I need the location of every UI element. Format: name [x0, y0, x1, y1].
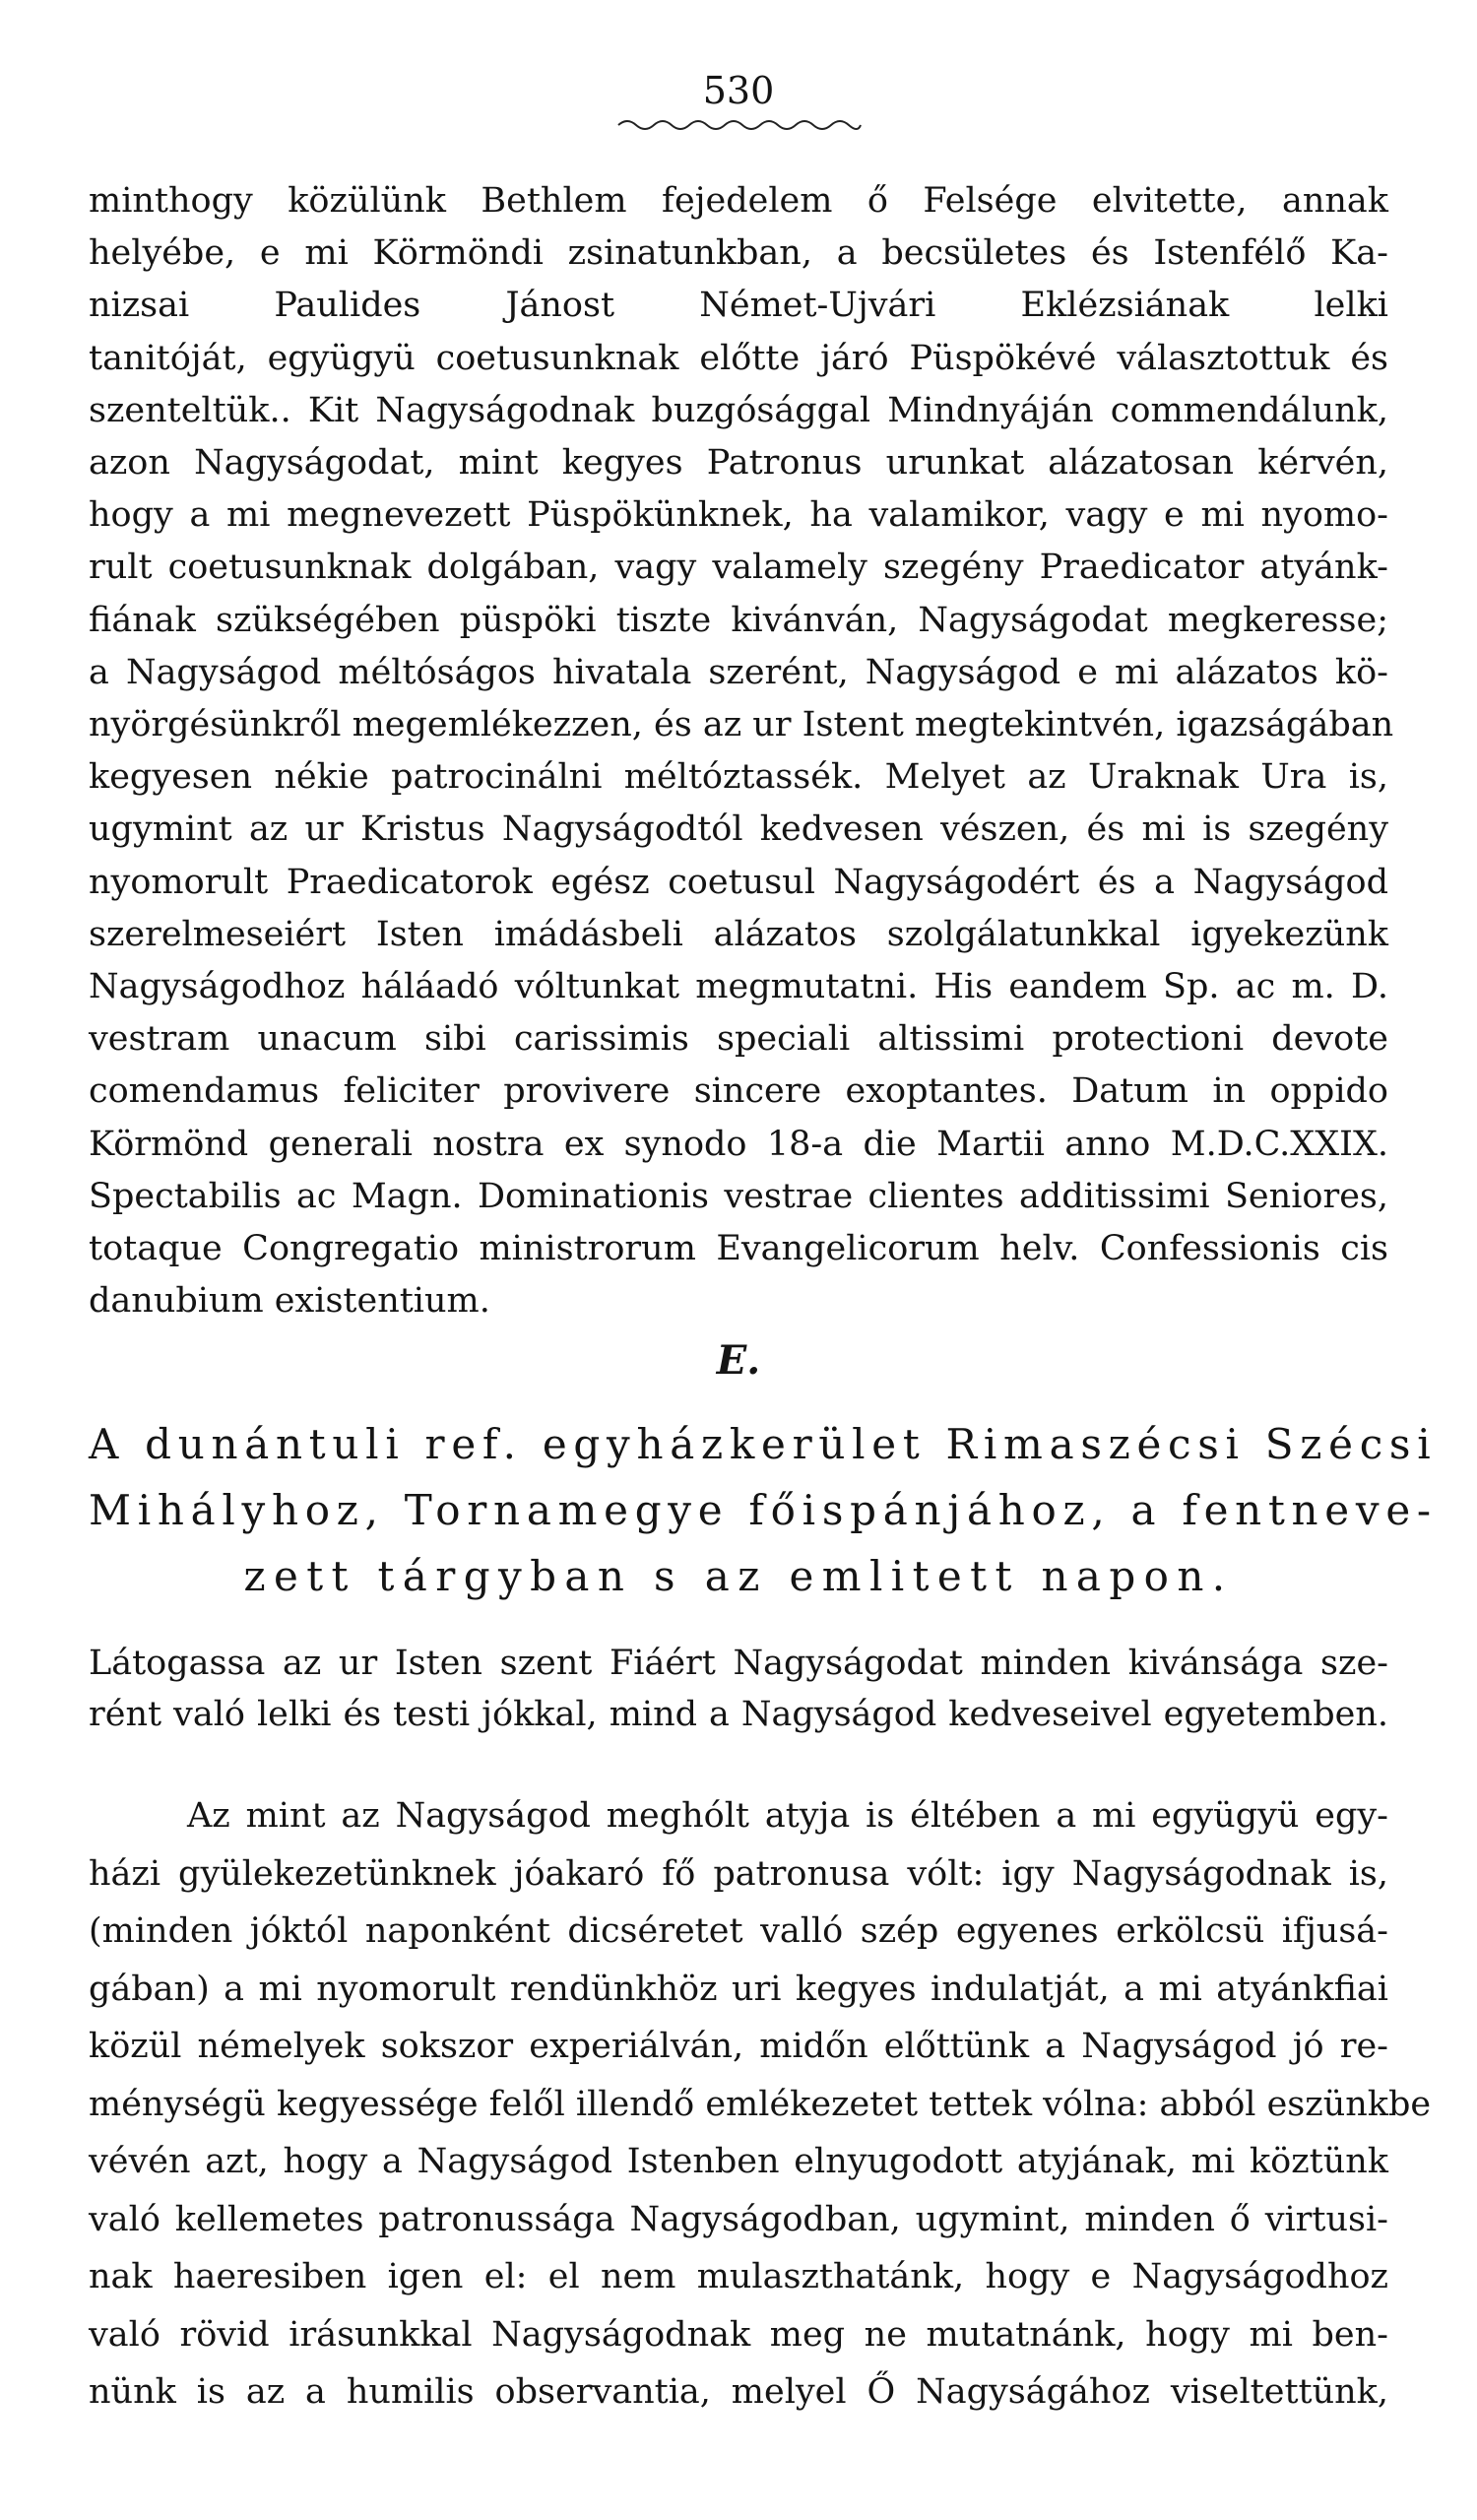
text-line: való kellemetes patronussága Nagyságodban, ugymint, minden ő virtusi-	[89, 2199, 1388, 2239]
text-line: comendamus feliciter provivere sincere exoptantes. Datum in oppido	[89, 1071, 1388, 1112]
text-line: szenteltük.. Kit Nagyságodnak buzgósággal Mindnyáján commendálunk,	[89, 390, 1388, 430]
section-letter: E.	[716, 1337, 761, 1384]
text-line: nak haeresiben igen el: el nem mulaszthatánk, hogy e Nagyságodhoz	[89, 2257, 1388, 2296]
text-line: Spectabilis ac Magn. Dominationis vestrae clientes additissimi Seniores,	[89, 1176, 1388, 1216]
text-line: Látogassa az ur Isten szent Fiáért Nagyságodat minden kivánsága sze-	[89, 1644, 1388, 1683]
text-line: (minden jóktól naponként dicséretet valló szép egyenes erkölcsü ifjusá-	[89, 1911, 1388, 1951]
text-line: Nagyságodhoz háláadó vóltunkat megmutatni. His eandem Sp. ac m. D.	[89, 967, 1388, 1006]
text-line: nyörgésünkről megemlékezzen, és az ur Istent megtekintvén, igazságában	[89, 705, 1394, 744]
text-line: való rövid irásunkkal Nagyságodnak meg ne mutatnánk, hogy mi ben-	[89, 2314, 1388, 2355]
ornament-wavy-rule	[616, 116, 863, 134]
text-line: fiának szükségében püspöki tiszte kivánván, Nagyságodat megkeresse;	[89, 600, 1388, 640]
text-line: házi gyülekezetünknek jóakaró fő patronusa vólt: igy Nagyságodnak is,	[89, 1853, 1388, 1894]
text-line: helyébe, e mi Körmöndi zsinatunkban, a becsületes és Istenfélő Ka-	[89, 233, 1388, 274]
text-line: tanitóját, együgyü coetusunknak előtte járó Püspökévé választottuk és	[89, 338, 1388, 378]
text-line: a Nagyságod méltóságos hivatala szerént, Nagyságod e mi alázatos kö-	[89, 652, 1388, 692]
text-line: kegyesen nékie patrocinálni méltóztassék. Melyet az Uraknak Ura is,	[89, 757, 1388, 798]
text-line: nizsai Paulides Jánost Német-Ujvári Eklézsiának lelki	[89, 286, 1388, 326]
heading-line: A dunántuli ref. egyházkerület Rimaszécsi Szécsi	[89, 1420, 1438, 1468]
text-line: szerelmeseiért Isten imádásbeli alázatos szolgálatunkkal igyekezünk	[89, 914, 1388, 954]
text-line: nünk is az a humilis observantia, melyel Ő Nagyságához viseltettünk,	[89, 2372, 1388, 2412]
text-line: nyomorult Praedicatorok egész coetusul Nagyságodért és a Nagyságod	[89, 862, 1388, 902]
text-line: rult coetusunknak dolgában, vagy valamely szegény Praedicator atyánk-	[89, 548, 1388, 588]
heading-line: Mihályhoz, Tornamegye főispánjához, a fentneve-	[89, 1486, 1438, 1534]
text-line: vestram unacum sibi carissimis speciali altissimi protectioni devote	[89, 1019, 1388, 1060]
text-line: azon Nagyságodat, mint kegyes Patronus urunkat alázatosan kérvén,	[89, 443, 1388, 483]
text-line: Körmönd generali nostra ex synodo 18-a die Martii anno M.D.C.XXIX.	[89, 1124, 1388, 1164]
text-line: minthogy közülünk Bethlem fejedelem ő Felsége elvitette, annak	[89, 181, 1388, 221]
text-line: ménységü kegyessége felől illendő emlékezetet tettek vólna: abból eszünkbe	[89, 2084, 1432, 2124]
text-line: totaque Congregatio ministrorum Evangelicorum helv. Confessionis cis	[89, 1229, 1388, 1268]
text-line: közül némelyek sokszor experiálván, midőn előttünk a Nagyságod jó re-	[89, 2027, 1388, 2066]
text-line: Az mint az Nagyságod meghólt atyja is éltében a mi együgyü egy-	[187, 1796, 1388, 1836]
text-line: gában) a mi nyomorult rendünkhöz uri kegyes indulatját, a mi atyánkfiai	[89, 1969, 1388, 2009]
text-line: vévén azt, hogy a Nagyságod Istenben elnyugodott atyjának, mi köztünk	[89, 2142, 1388, 2181]
page-number: 530	[702, 69, 775, 112]
text-line: danubium existentium.	[89, 1281, 490, 1322]
text-line: rént való lelki és testi jókkal, mind a Nagyságod kedveseivel egyetemben.	[89, 1695, 1388, 1734]
heading-line: zett tárgyban s az emlitett napon.	[243, 1552, 1234, 1600]
text-line: ugymint az ur Kristus Nagyságodtól kedvesen vészen, és mi is szegény	[89, 809, 1388, 850]
text-line: hogy a mi megnevezett Püspökünknek, ha valamikor, vagy e mi nyomo-	[89, 495, 1388, 536]
